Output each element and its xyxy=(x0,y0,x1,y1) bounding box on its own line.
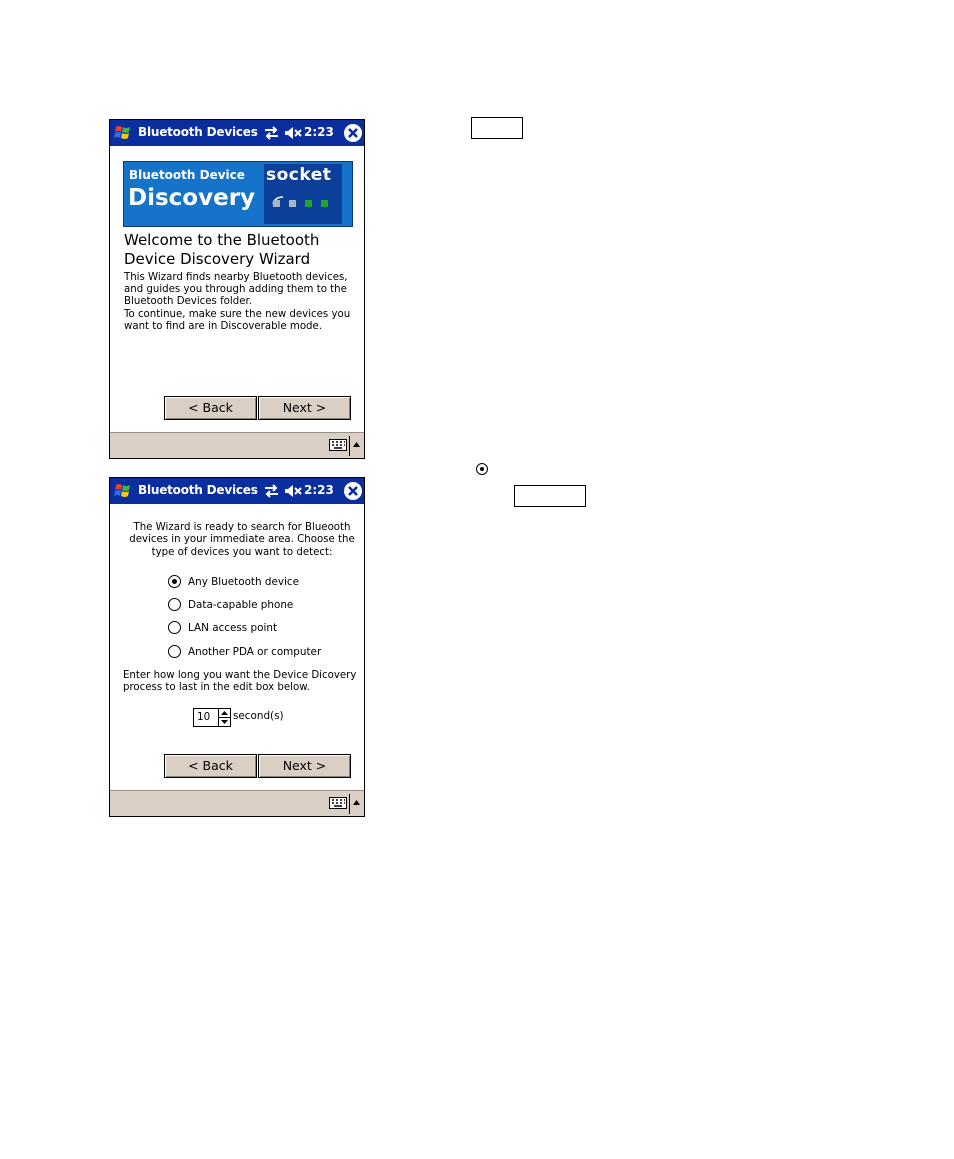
keyboard-icon[interactable] xyxy=(329,439,347,451)
keyboard-icon[interactable] xyxy=(329,797,347,809)
title-bar xyxy=(110,120,364,146)
callout-button-outline xyxy=(514,485,586,507)
option-label: Another PDA or computer xyxy=(188,646,322,658)
duration-input[interactable]: 10 xyxy=(193,708,219,727)
wizard-description xyxy=(124,272,360,333)
clock[interactable]: 2:23 xyxy=(304,125,334,139)
radio-button[interactable] xyxy=(168,621,181,634)
next-button[interactable]: Next > xyxy=(258,754,351,778)
windows-start-icon[interactable] xyxy=(113,123,134,143)
duration-prompt: Enter how long you want the Device Dicovery process to last in the edit box below. xyxy=(123,670,357,694)
windows-start-icon[interactable] xyxy=(113,481,134,501)
callout-button-outline xyxy=(471,117,523,139)
description-paragraph-2: To continue, make sure the new devices you want to find are in Discoverable mode. xyxy=(124,308,351,332)
menu-bar xyxy=(110,790,364,816)
back-button[interactable]: < Back xyxy=(164,396,257,420)
device-type-screen xyxy=(109,477,365,817)
banner-line1: Bluetooth Device xyxy=(129,168,245,182)
speaker-mute-icon[interactable] xyxy=(284,483,304,499)
option-label: Any Bluetooth device xyxy=(188,576,300,588)
title-bar xyxy=(110,478,364,504)
menu-separator xyxy=(349,436,350,456)
speaker-mute-icon[interactable] xyxy=(284,125,304,141)
brand-logo: socket xyxy=(266,165,332,185)
stepper-up-icon[interactable] xyxy=(219,709,230,718)
connectivity-icon[interactable] xyxy=(263,125,280,141)
connectivity-icon[interactable] xyxy=(263,483,280,499)
back-button[interactable]: < Back xyxy=(164,754,257,778)
discovery-banner xyxy=(123,161,353,227)
radio-button[interactable] xyxy=(168,598,181,611)
duration-stepper[interactable] xyxy=(218,708,231,727)
banner-line2: Discovery xyxy=(128,185,256,211)
option-label: Data-capable phone xyxy=(188,599,294,611)
sip-arrow-icon[interactable] xyxy=(353,800,360,805)
duration-unit: second(s) xyxy=(233,710,284,722)
search-intro: The Wizard is ready to search for Blueooth devices in your immediate area. Choose the type of devices you want to detect: xyxy=(129,522,355,558)
clock[interactable]: 2:23 xyxy=(304,483,334,497)
description-paragraph-1: This Wizard finds nearby Bluetooth devices, and guides you through adding them to the Bluetooth Devices folder. xyxy=(124,272,348,308)
callout-radio-icon xyxy=(476,463,488,475)
next-button[interactable]: Next > xyxy=(258,396,351,420)
option-label: LAN access point xyxy=(188,622,278,634)
wizard-heading: Welcome to the Bluetooth Device Discovery Wizard xyxy=(124,231,320,268)
radio-button[interactable] xyxy=(168,645,181,658)
radio-button[interactable] xyxy=(168,575,181,588)
window-title: Bluetooth Devices xyxy=(138,483,258,497)
window-title: Bluetooth Devices xyxy=(138,125,258,139)
welcome-screen xyxy=(109,119,365,459)
menu-separator xyxy=(349,794,350,814)
menu-bar xyxy=(110,432,364,458)
brand-dots-icon xyxy=(271,196,343,208)
close-icon[interactable] xyxy=(343,481,363,501)
close-icon[interactable] xyxy=(343,123,363,143)
stepper-down-icon[interactable] xyxy=(219,718,230,726)
sip-arrow-icon[interactable] xyxy=(353,442,360,447)
